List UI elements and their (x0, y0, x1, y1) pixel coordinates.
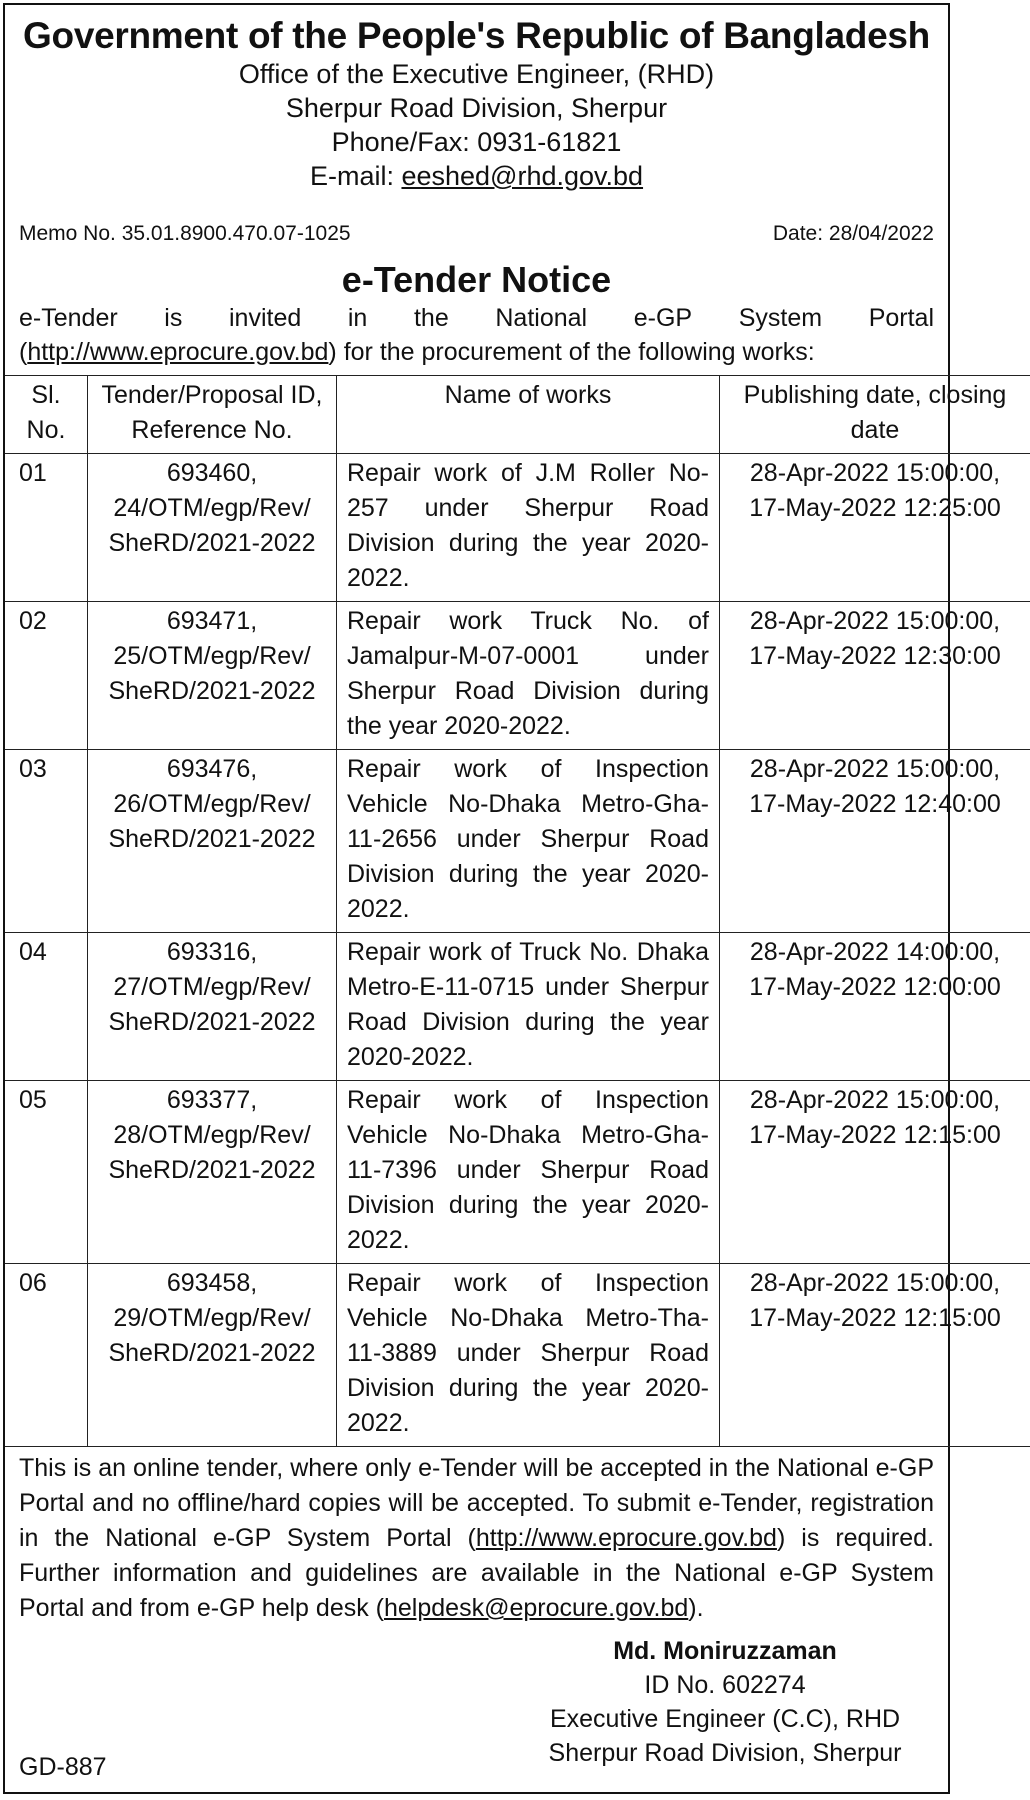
signatory-name: Md. Moniruzzaman (613, 1637, 837, 1665)
publishing-date: 28-Apr-2022 15:00:00, (749, 1269, 1001, 1297)
intro-word: is (164, 304, 183, 332)
intro-word: e-GP (633, 304, 693, 332)
signatory-id: ID No. 602274 (644, 1671, 806, 1699)
intro-word: in (347, 304, 368, 332)
footer-text-1: This is an online tender, where only e-Tender will be accepted in the National e-GP Portal and no offline/hard copies will be accepted. To submit e-Tender, registration in the National e-GP System Portal ( (19, 1454, 934, 1552)
tender-table (5, 375, 1030, 1447)
tender-notice-page (3, 3, 1007, 1794)
cell-date (720, 750, 1030, 933)
signatory-division: Sherpur Road Division, Sherpur (548, 1739, 902, 1767)
intro-word: the (413, 304, 449, 332)
cell-name: Repair work of Inspection Vehicle No-Dhaka Metro-Tha-11-3889 under Sherpur Road Division during the year 2020-2022. (337, 1264, 720, 1447)
cell-id (88, 1081, 337, 1264)
cell-name: Repair work Truck No. of Jamalpur-M-07-0001 under Sherpur Road Division during the year 2020-2022. (337, 602, 720, 750)
signatory-designation: Executive Engineer (C.C), RHD (549, 1705, 901, 1733)
cell-sl: 05 (5, 1081, 88, 1264)
publishing-date: 28-Apr-2022 14:00:00, (749, 938, 1001, 966)
table-row (5, 454, 1030, 602)
cell-id (88, 750, 337, 933)
tender-id: 693458, (166, 1269, 258, 1297)
cell-name: Repair work of Truck No. Dhaka Metro-E-11-0715 under Sherpur Road Division during the year 2020-2022. (337, 933, 720, 1081)
intro-word: National (495, 304, 588, 332)
cell-date (720, 933, 1030, 1081)
cell-sl: 02 (5, 602, 88, 750)
table-row (5, 750, 1030, 933)
intro-second-line (19, 335, 934, 369)
cell-id (88, 602, 337, 750)
cell-sl: 01 (5, 454, 88, 602)
intro-word: Portal (868, 304, 934, 332)
closing-date: 17-May-2022 12:00:00 (749, 973, 1001, 1001)
tender-id: 693471, (166, 607, 258, 635)
publishing-date: 28-Apr-2022 15:00:00, (749, 1086, 1001, 1114)
cell-name: Repair work of Inspection Vehicle No-Dhaka Metro-Gha-11-7396 under Sherpur Road Division during the year 2020-2022. (337, 1081, 720, 1264)
publishing-date: 28-Apr-2022 15:00:00, (749, 755, 1001, 783)
cell-name: Repair work of Inspection Vehicle No-Dhaka Metro-Gha-11-2656 under Sherpur Road Division during the year 2020-2022. (337, 750, 720, 933)
tender-id: 693377, (166, 1086, 258, 1114)
tender-id: 693460, (166, 459, 258, 487)
eprocure-link[interactable]: http://www.eprocure.gov.bd (27, 338, 329, 366)
reference-no: 28/OTM/egp/Rev/ SheRD/2021-2022 (108, 1121, 316, 1184)
intro-word: invited (228, 304, 302, 332)
cell-date (720, 454, 1030, 602)
memo-row (19, 221, 934, 247)
closing-date: 17-May-2022 12:15:00 (749, 1304, 1001, 1332)
intro-word: System (738, 304, 823, 332)
intro-word: e-Tender (19, 304, 118, 332)
table-row (5, 933, 1030, 1081)
footer-text-2: ) is required. Further information and guidelines are available in the National e-GP System Portal and from e-GP help desk ( (19, 1524, 934, 1622)
header-date: Publishing date, closing date (720, 376, 1030, 454)
cell-date (720, 1264, 1030, 1447)
letterhead (5, 15, 948, 193)
cell-id (88, 1264, 337, 1447)
tender-id: 693316, (166, 938, 258, 966)
signature-block (535, 1634, 915, 1770)
phone-line: Phone/Fax: 0931-61821 (331, 127, 622, 157)
tender-id: 693476, (166, 755, 258, 783)
header-sl: Sl. No. (5, 376, 88, 454)
cell-sl: 06 (5, 1264, 88, 1447)
cell-date (720, 602, 1030, 750)
closing-date: 17-May-2022 12:40:00 (749, 790, 1001, 818)
email-link[interactable]: eeshed@rhd.gov.bd (401, 161, 644, 191)
reference-no: 29/OTM/egp/Rev/ SheRD/2021-2022 (108, 1304, 316, 1367)
memo-date: Date: 28/04/2022 (772, 222, 934, 245)
publishing-date: 28-Apr-2022 15:00:00, (749, 607, 1001, 635)
cell-sl: 03 (5, 750, 88, 933)
closing-date: 17-May-2022 12:15:00 (749, 1121, 1001, 1149)
publishing-date: 28-Apr-2022 15:00:00, (749, 459, 1001, 487)
memo-number: Memo No. 35.01.8900.470.07-1025 (19, 222, 351, 245)
reference-no: 25/OTM/egp/Rev/ SheRD/2021-2022 (108, 642, 316, 705)
helpdesk-link[interactable]: helpdesk@eprocure.gov.bd (384, 1594, 689, 1622)
reference-no: 27/OTM/egp/Rev/ SheRD/2021-2022 (108, 973, 316, 1036)
government-title: Government of the People's Republic of Bangladesh (23, 15, 930, 56)
gd-number: GD-887 (19, 1753, 107, 1781)
table-row (5, 1081, 1030, 1264)
intro-first-line (19, 301, 934, 335)
intro-rest: ) for the procurement of the following works: (328, 338, 815, 366)
reference-no: 24/OTM/egp/Rev/ SheRD/2021-2022 (108, 494, 316, 557)
table-body (5, 454, 1030, 1447)
table-row (5, 1264, 1030, 1447)
footer-paragraph (19, 1451, 934, 1626)
closing-date: 17-May-2022 12:30:00 (749, 642, 1001, 670)
eprocure-link-footer[interactable]: http://www.eprocure.gov.bd (475, 1524, 777, 1552)
division-line: Sherpur Road Division, Sherpur (285, 93, 668, 123)
intro-paren: ( (19, 338, 28, 366)
cell-name: Repair work of J.M Roller No-257 under Sherpur Road Division during the year 2020-2022. (337, 454, 720, 602)
header-id: Tender/Proposal ID, Reference No. (88, 376, 337, 454)
email-label: E-mail: (309, 161, 402, 191)
reference-no: 26/OTM/egp/Rev/ SheRD/2021-2022 (108, 790, 316, 853)
closing-date: 17-May-2022 12:25:00 (749, 494, 1001, 522)
email-line (5, 159, 948, 193)
cell-sl: 04 (5, 933, 88, 1081)
signature-area (5, 1626, 948, 1776)
table-row (5, 602, 1030, 750)
office-line: Office of the Executive Engineer, (RHD) (238, 59, 715, 89)
cell-date (720, 1081, 1030, 1264)
intro-paragraph (19, 301, 934, 369)
table-header-row (5, 376, 1030, 454)
footer-text-3: ). (688, 1594, 704, 1622)
cell-id (88, 454, 337, 602)
notice-title: e-Tender Notice (341, 259, 612, 300)
cell-id (88, 933, 337, 1081)
header-name: Name of works (337, 376, 720, 454)
